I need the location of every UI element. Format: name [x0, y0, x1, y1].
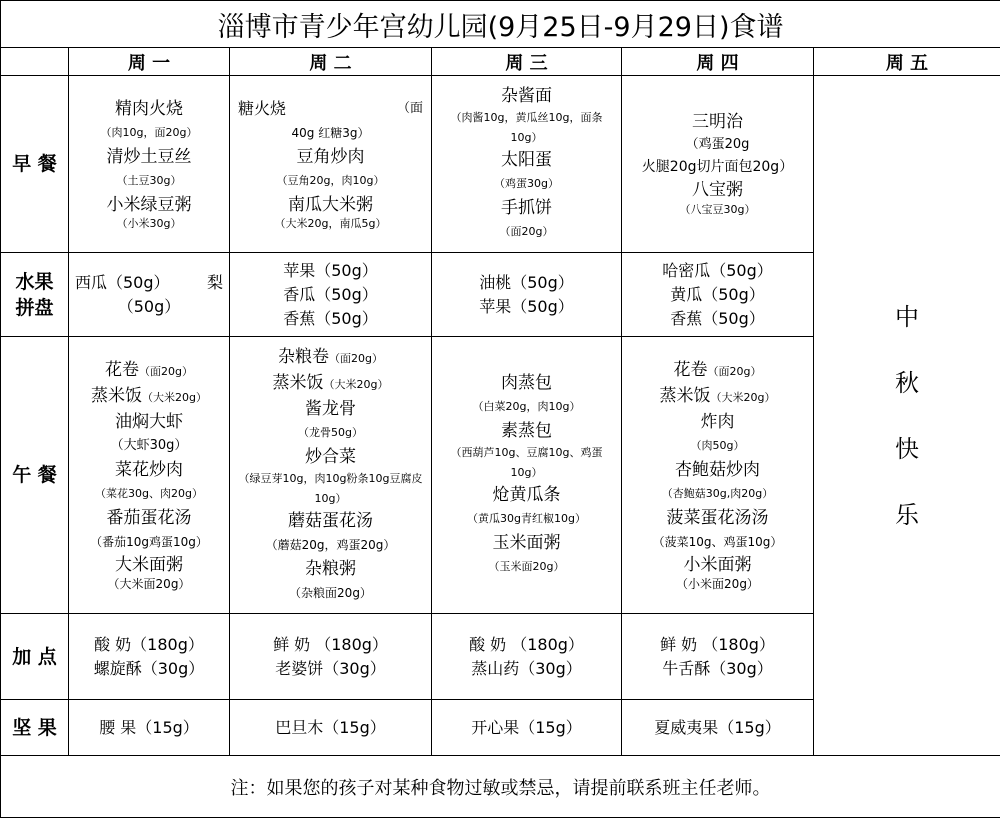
dish-detail: （肉酱10g，黄瓜丝10g，面条10g）: [432, 108, 621, 148]
header-wednesday: 周 三: [432, 48, 622, 76]
dish-detail: （大虾30g）: [69, 434, 229, 458]
dish-name: 菠菜蛋花汤汤: [622, 506, 813, 530]
dish-name: 八宝粥: [622, 178, 813, 202]
lunch-wednesday: [432, 337, 622, 614]
dish-name: 南瓜大米粥: [230, 193, 431, 217]
dish-name: 花卷: [674, 360, 708, 380]
header-tuesday: 周 二: [230, 48, 432, 76]
dish-detail: （玉米面20g）: [432, 555, 621, 579]
dish-detail: （杏鲍菇30g,肉20g）: [622, 482, 813, 506]
breakfast-label: 早 餐: [1, 76, 69, 253]
dish-detail: （菠菜10g、鸡蛋10g）: [622, 530, 813, 554]
snack-monday: [69, 614, 230, 700]
festival-char: 秋: [814, 350, 1000, 416]
fruit-item: 西瓜（50g）: [75, 271, 170, 295]
dish-name: 豆角炒肉: [230, 145, 431, 169]
dish-name: 肉蒸包: [432, 371, 621, 395]
dish-name: 菜花炒肉: [69, 458, 229, 482]
dish-detail: （面20g）: [139, 365, 193, 378]
nuts-label: 坚 果: [1, 700, 69, 756]
dish-detail: （大米20g）: [324, 378, 389, 391]
fruit-item: 梨: [207, 271, 223, 295]
snack-wednesday: [432, 614, 622, 700]
dish-name: 杂粮粥: [230, 557, 431, 581]
dish-name: 小米绿豆粥: [69, 193, 229, 217]
fruit-item: 哈密瓜（50g）: [622, 259, 813, 283]
dish-detail: （龙骨50g）: [230, 421, 431, 445]
fruit-item: 香瓜（50g）: [230, 283, 431, 307]
snack-tuesday: [230, 614, 432, 700]
dish-detail: （杂粮面20g）: [230, 581, 431, 605]
fruit-item: 油桃（50g）: [432, 271, 621, 295]
dish-detail: （大米20g）: [711, 391, 776, 404]
dish-name: 蒸米饭: [91, 386, 142, 406]
festival-char: 快: [814, 416, 1000, 482]
snack-label: 加 点: [1, 614, 69, 700]
dish-name: 蘑菇蛋花汤: [230, 509, 431, 533]
fruit-item: 苹果（50g）: [432, 295, 621, 319]
snack-item: 鲜 奶 （180g）: [230, 633, 431, 657]
dish-detail: （绿豆芽10g，肉10g粉条10g豆腐皮10g）: [230, 469, 431, 509]
dish-detail: （小米面20g）: [622, 576, 813, 592]
dish-detail: （土豆30g）: [69, 169, 229, 193]
dish-detail: （白菜20g，肉10g）: [432, 395, 621, 419]
dish-detail: （菜花30g、肉20g）: [69, 482, 229, 506]
dish-detail: （番茄10g鸡蛋10g）: [69, 530, 229, 554]
dish-name: 炝黄瓜条: [432, 483, 621, 507]
header-corner: [1, 48, 69, 76]
dish-name: 蒸米饭: [660, 386, 711, 406]
dish-name: 番茄蛋花汤: [69, 506, 229, 530]
dish-name: 手抓饼: [432, 196, 621, 220]
page-title: 淄博市青少年宫幼儿园(9月25日-9月29日)食谱: [1, 1, 1000, 48]
fruit-item: 香蕉（50g）: [230, 307, 431, 331]
dish-detail: （黄瓜30g青红椒10g）: [432, 507, 621, 531]
snack-item: 老婆饼（30g）: [230, 657, 431, 681]
snack-item: 蒸山药（30g）: [432, 657, 621, 681]
day-header-row: [1, 48, 1000, 76]
nuts-tuesday: 巴旦木（15g）: [230, 700, 432, 756]
dish-detail: 40g 红糖3g）: [230, 121, 431, 145]
nuts-thursday: 夏威夷果（15g）: [622, 700, 814, 756]
snack-item: 鲜 奶 （180g）: [622, 633, 813, 657]
header-thursday: 周 四: [622, 48, 814, 76]
dish-detail: （面20g）: [432, 220, 621, 244]
dish-detail: （面20g）: [329, 352, 383, 365]
dish-detail: （蘑菇20g，鸡蛋20g）: [230, 533, 431, 557]
dish-name: 玉米面粥: [432, 531, 621, 555]
fruit-label: 水果拼盘: [1, 253, 69, 337]
dish-name: 炸肉: [622, 410, 813, 434]
snack-thursday: [622, 614, 814, 700]
dish-name: 花卷: [105, 360, 139, 380]
snack-item: 酸 奶（180g）: [69, 633, 229, 657]
dish-name: 大米面粥: [69, 554, 229, 576]
friday-cell: [814, 76, 1000, 756]
dish-detail: （八宝豆30g）: [622, 202, 813, 218]
dish-detail: 火腿20g切片面包20g）: [622, 156, 813, 178]
dish-detail: （肉50g）: [622, 434, 813, 458]
festival-char: 中: [814, 284, 1000, 350]
dish-name: 油焖大虾: [69, 410, 229, 434]
dish-detail: （西葫芦10g、豆腐10g、鸡蛋10g）: [432, 443, 621, 483]
dish-name: 糖火烧: [238, 97, 286, 121]
fruit-item: 黄瓜（50g）: [622, 283, 813, 307]
festival-char: 乐: [814, 482, 1000, 548]
dish-name: 素蒸包: [432, 419, 621, 443]
fruit-item: 香蕉（50g）: [622, 307, 813, 331]
fruit-monday: [69, 253, 230, 337]
dish-name: 炒合菜: [230, 445, 431, 469]
dish-name: 小米面粥: [622, 554, 813, 576]
lunch-label: 午 餐: [1, 337, 69, 614]
dish-name: 蒸米饭: [273, 373, 324, 393]
fruit-tuesday: [230, 253, 432, 337]
lunch-monday: [69, 337, 230, 614]
dish-name: 清炒土豆丝: [69, 145, 229, 169]
fruit-wednesday: [432, 253, 622, 337]
fruit-item: 苹果（50g）: [230, 259, 431, 283]
dish-detail: （面20g）: [708, 365, 762, 378]
breakfast-monday: [69, 76, 230, 253]
dish-detail: （鸡蛋20g: [622, 134, 813, 156]
fruit-thursday: [622, 253, 814, 337]
nuts-monday: 腰 果（15g）: [69, 700, 230, 756]
dish-detail: （大米20g，南瓜5g）: [230, 217, 431, 231]
lunch-tuesday: [230, 337, 432, 614]
breakfast-thursday: [622, 76, 814, 253]
dish-detail: （大米面20g）: [69, 576, 229, 592]
dish-name: 杏鲍菇炒肉: [622, 458, 813, 482]
breakfast-row: [1, 76, 1000, 253]
nuts-wednesday: 开心果（15g）: [432, 700, 622, 756]
snack-item: 螺旋酥（30g）: [69, 657, 229, 681]
header-monday: 周 一: [69, 48, 230, 76]
breakfast-wednesday: [432, 76, 622, 253]
fruit-item: （50g）: [69, 295, 229, 319]
dish-detail: （小米30g）: [69, 217, 229, 231]
dish-detail: （面: [397, 97, 423, 121]
dish-detail: （肉10g，面20g）: [69, 121, 229, 145]
dish-name: 酱龙骨: [230, 397, 431, 421]
dish-name: 精肉火烧: [69, 97, 229, 121]
snack-item: 牛舌酥（30g）: [622, 657, 813, 681]
dish-detail: （大米20g）: [142, 391, 207, 404]
header-friday: 周 五: [814, 48, 1000, 76]
footer-note: 注：如果您的孩子对某种食物过敏或禁忌，请提前联系班主任老师。: [1, 756, 1000, 818]
dish-name: 三明治: [622, 110, 813, 134]
dish-name: 杂粮卷: [278, 347, 329, 367]
dish-detail: （鸡蛋30g）: [432, 172, 621, 196]
lunch-thursday: [622, 337, 814, 614]
dish-name: 太阳蛋: [432, 148, 621, 172]
dish-name: 杂酱面: [432, 84, 621, 108]
breakfast-tuesday: [230, 76, 432, 253]
dish-detail: （豆角20g，肉10g）: [230, 169, 431, 193]
snack-item: 酸 奶 （180g）: [432, 633, 621, 657]
